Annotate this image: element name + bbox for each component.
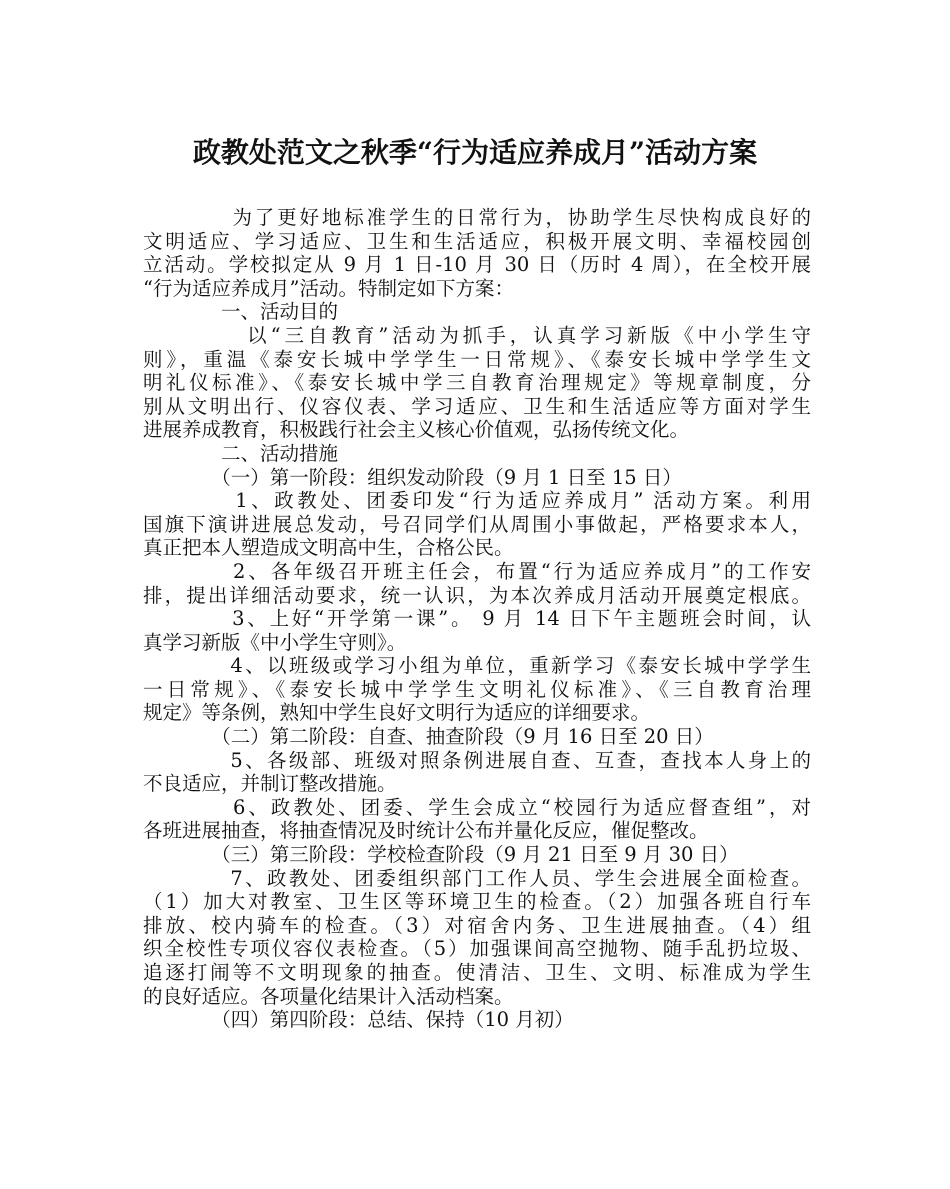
body-line: 排放、校内骑车的检查。（3）对宿舍内务、卫生进展抽查。（4）组 xyxy=(143,913,811,937)
body-line: 进展养成教育，积极践行社会主义核心价值观，弘扬传统文化。 xyxy=(143,418,690,442)
body-line: 排，提出详细活动要求，统一认识，为本次养成月活动开展奠定根底。 xyxy=(143,583,811,607)
body-line: “行为适应养成月”活动。特制定如下方案： xyxy=(143,276,514,300)
body-line: 追逐打闹等不文明现象的抽查。使清洁、卫生、文明、标准成为学生 xyxy=(143,961,811,984)
body-line: 3、上好“开学第一课”。 9 月 14 日下午主题班会时间，认 xyxy=(143,607,811,631)
body-line: 5、各级部、班级对照条例进展自查、互查，查找本人身上的 xyxy=(143,748,811,772)
body-line: 别从文明出行、仪容仪表、学习适应、卫生和生活适应等方面对学生 xyxy=(143,394,811,418)
body-line: 文明适应、学习适应、卫生和生活适应，积极开展文明、幸福校园创 xyxy=(143,229,811,253)
body-line: 国旗下演讲进展总发动，号召同学们从周围小事做起，严格要求本人， xyxy=(143,512,811,536)
body-line: 4、以班级或学习小组为单位，重新学习《泰安长城中学学生 xyxy=(143,654,811,678)
body-line: 不良适应，并制订整改措施。 xyxy=(143,772,397,796)
body-line: 2、各年级召开班主任会，布置“行为适应养成月”的工作安 xyxy=(143,559,811,583)
stage-heading: （二）第二阶段：自查、抽查阶段（9 月 16 日至 20 日） xyxy=(143,725,714,749)
stage-heading: （三）第三阶段：学校检查阶段（9 月 21 日至 9 月 30 日） xyxy=(143,843,739,867)
body-line: 6、政教处、团委、学生会成立“校园行为适应督查组”，对 xyxy=(143,795,811,819)
body-line: 规定》等条例，熟知中学生良好文明行为适应的详细要求。 xyxy=(143,701,651,725)
body-line: 明礼仪标准》、《泰安长城中学三自教育治理规定》等规章制度，分 xyxy=(143,371,811,395)
body-line: 为了更好地标准学生的日常行为，协助学生尽快构成良好的 xyxy=(143,206,811,229)
body-line: 7、政教处、团委组织部门工作人员、学生会进展全面检查。 xyxy=(143,866,811,890)
body-line: 立活动。学校拟定从 9 月 1 日-10 月 30 日（历时 4 周），在全校开展 xyxy=(143,253,811,277)
body-line: 1、政教处、团委印发“行为适应养成月” 活动方案。利用 xyxy=(143,489,811,513)
stage-heading: （四）第四阶段：总结、保持（10 月初） xyxy=(143,1008,574,1032)
document-title: 政教处范文之秋季“行为适应养成月”活动方案 xyxy=(192,136,758,169)
body-line: 的良好适应。各项量化结果计入活动档案。 xyxy=(143,984,514,1008)
body-line: 织全校性专项仪容仪表检查。（5）加强课间高空抛物、随手乱扔垃圾、 xyxy=(143,937,811,961)
body-line: 真学习新版《中小学生守则》。 xyxy=(143,630,407,654)
section-heading: 二、活动措施 xyxy=(143,441,339,465)
stage-heading: （一）第一阶段：组织发动阶段（9 月 1 日至 15 日） xyxy=(143,465,682,489)
section-heading: 一、活动目的 xyxy=(143,300,339,324)
body-line: 各班进展抽查，将抽查情况及时统计公布并量化反应，催促整改。 xyxy=(143,819,709,843)
body-line: 则》，重温《泰安长城中学学生一日常规》、《泰安长城中学学生文 xyxy=(143,347,811,371)
body-line: （1）加大对教室、卫生区等环境卫生的检查。（2）加强各班自行车 xyxy=(143,890,811,914)
body-line: 以“三自教育”活动为抓手，认真学习新版《中小学生守 xyxy=(143,323,811,347)
body-line: 真正把本人塑造成文明高中生，合格公民。 xyxy=(143,536,514,560)
document-body xyxy=(143,206,811,1032)
body-line: 一日常规》、《泰安长城中学学生文明礼仪标准》、《三自教育治理 xyxy=(143,677,811,701)
